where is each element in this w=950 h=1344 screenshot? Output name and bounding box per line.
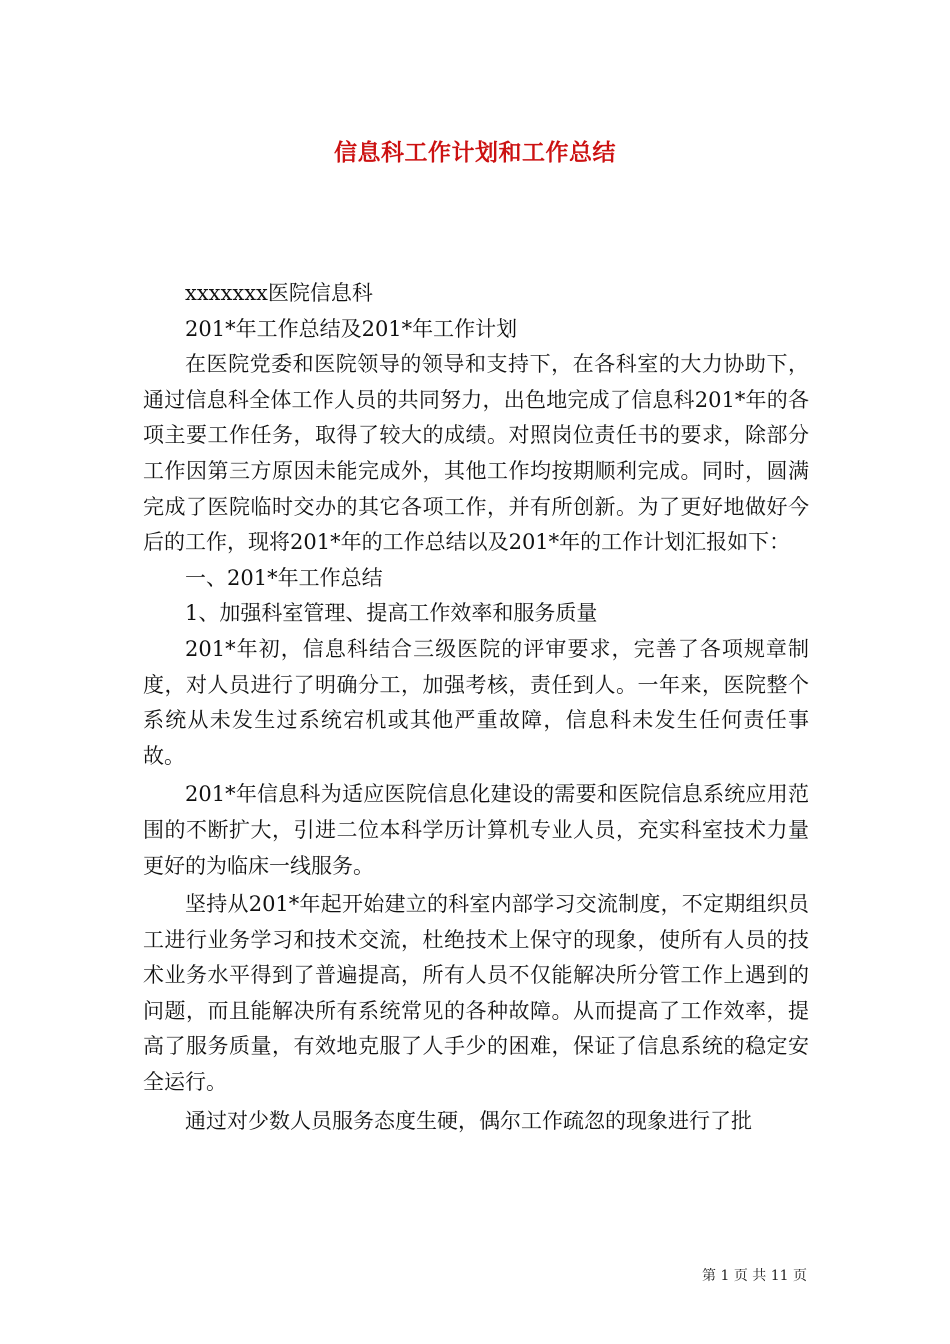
subsection-heading: 1、加强科室管理、提高工作效率和服务质量: [185, 601, 598, 626]
document-body: [143, 276, 809, 1139]
paragraph-intro: 在医院党委和医院领导的领导和支持下，在各科室的大力协助下，通过信息科全体工作人员的共同努力，出色地完成了信息科201*年的各项主要工作任务，取得了较大的成绩。对照岗位责任书的要求，除部分工作因第三方原因未能完成外，其他工作均按期顺利完成。同时，圆满完成了医院临时交办的其它各项工作，并有所创新。为了更好地做好今后的工作，现将201*年的工作总结以及201*年的工作计划汇报如下：: [143, 352, 809, 555]
paragraph-management: 201*年初，信息科结合三级医院的评审要求，完善了各项规章制度，对人员进行了明确分工，加强考核，责任到人。一年来，医院整个系统从未发生过系统宕机或其他严重故障，信息科未发生任何责任事故。: [143, 636, 809, 768]
paragraph-staffing: 201*年信息科为适应医院信息化建设的需要和医院信息系统应用范围的不断扩大，引进二位本科学历计算机专业人员，充实科室技术力量更好的为临床一线服务。: [143, 782, 809, 878]
paragraph-training: 坚持从201*年起开始建立的科室内部学习交流制度，不定期组织员工进行业务学习和技术交流，杜绝技术上保守的现象，使所有人员的技术业务水平得到了普遍提高，所有人员不仅能解决所分管工作上遇到的问题，而且能解决所有系统常见的各种故障。从而提高了工作效率，提高了服务质量，有效地克服了人手少的困难，保证了信息系统的稳定安全运行。: [143, 892, 809, 1095]
section-heading: 一、201*年工作总结: [185, 565, 383, 590]
page-number-footer: 第 1 页 共 11 页: [702, 1268, 807, 1284]
page-title: 信息科工作计划和工作总结: [334, 140, 616, 166]
paragraph-department: xxxxxxx医院信息科: [185, 281, 373, 305]
paragraph-subtitle: 201*年工作总结及201*年工作计划: [185, 316, 518, 341]
paragraph-service: 通过对少数人员服务态度生硬，偶尔工作疏忽的现象进行了批: [185, 1108, 752, 1133]
